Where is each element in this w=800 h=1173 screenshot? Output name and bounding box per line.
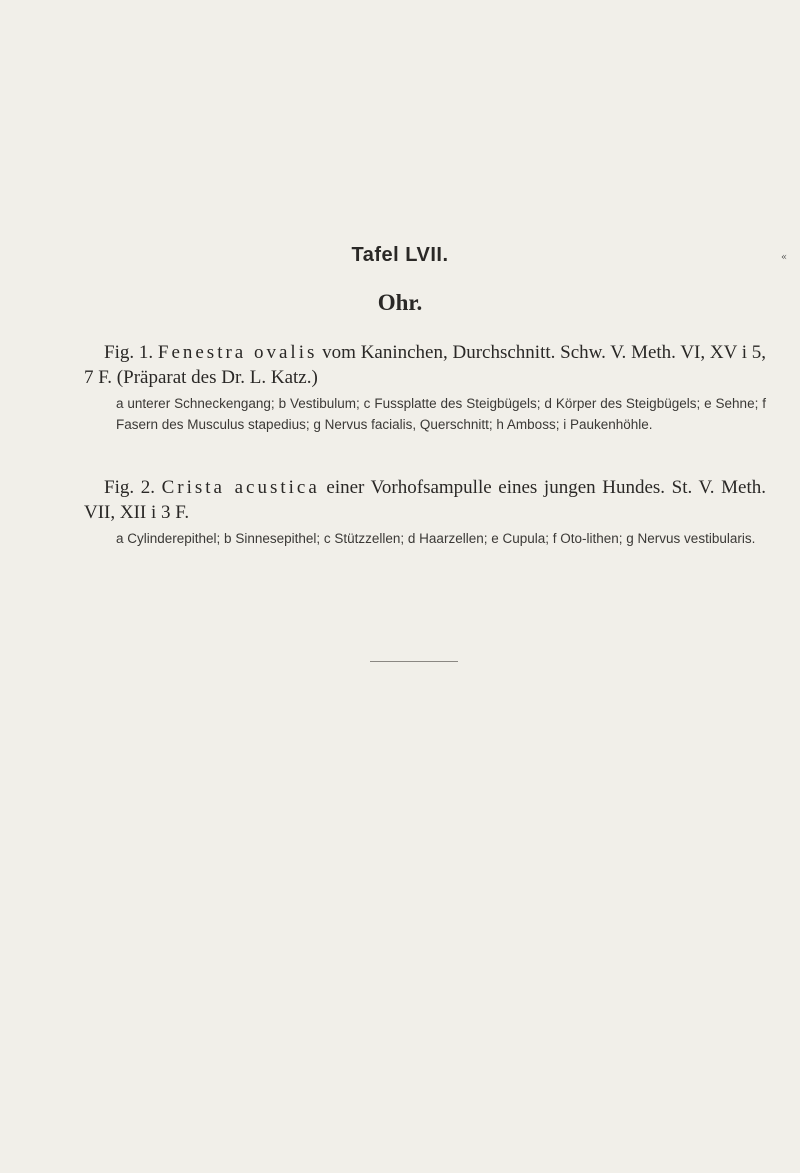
- figure-2-name: Crista acustica: [161, 477, 320, 498]
- section-divider: [370, 661, 458, 662]
- figure-1-caption: [84, 340, 766, 435]
- plate-title: Tafel LVII.: [351, 244, 449, 266]
- figure-2-caption: [84, 475, 766, 549]
- figure-2-legend: a Cylinderepithel; b Sinnesepithel; c Stützzellen; d Haarzellen; e Cupula; f Oto-lithen; g Nervus vestibularis.: [116, 531, 756, 546]
- figure-1-legend: a unterer Schneckengang; b Vestibulum; c Fussplatte des Steigbügels; d Körper des Steigbügels; e Sehne; f Fasern des Musculus stapedius; g Nervus facialis, Querschnitt; h Amboss; i Paukenhöhle.: [116, 396, 766, 432]
- figure-2-label: Fig. 2.: [104, 477, 155, 498]
- figure-2-description: einer Vorhofsampulle eines jungen Hundes. St. V. Meth. VII, XII i 3 F.: [84, 477, 767, 523]
- figure-2-heading: [84, 475, 766, 525]
- figure-1-description: vom Kaninchen, Durchschnitt. Schw. V. Meth. VI, XV i 5, 7 F. (Präparat des Dr. L. Katz.): [84, 342, 767, 388]
- figure-1-label: Fig. 1.: [104, 342, 154, 363]
- figure-1-heading: [84, 340, 766, 390]
- plate-subject: Ohr.: [377, 290, 423, 315]
- margin-mark: «: [781, 252, 788, 263]
- figure-1-name: Fenestra ovalis: [157, 342, 318, 363]
